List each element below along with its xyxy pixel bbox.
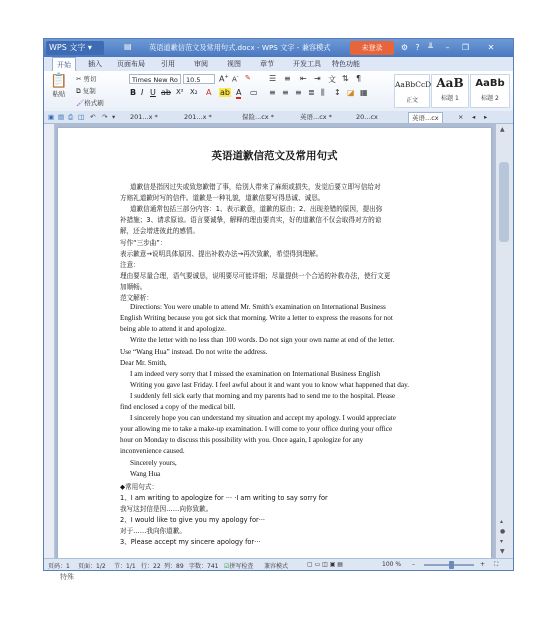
document-line: 道歉信是指因过失或致您歉错了事，给别人带来了麻烦或损失，发觉后要立即写信给对 (130, 183, 381, 191)
document-line: English Writing because you got sick that morning. Write a letter to express the reasons for not (120, 314, 393, 323)
close-tab-icon[interactable]: × (458, 113, 464, 121)
tab-special-features[interactable]: 特色功能 (332, 60, 360, 68)
select-browse-icon[interactable]: ● (500, 528, 506, 535)
cut-label: 剪切 (83, 75, 97, 83)
copy-icon: ⧉ (76, 87, 81, 95)
status-pages: 页面：1/2 (78, 563, 106, 570)
brush-icon: 🖌 (76, 99, 85, 107)
close-icon[interactable]: ✕ (487, 43, 495, 52)
document-line: 范文解析： (120, 294, 153, 302)
restore-icon[interactable]: ❐ (461, 43, 470, 52)
line-spacing-icon[interactable]: ↕ (334, 88, 341, 97)
document-tabs (44, 111, 513, 124)
document-line: 3、Please accept my sincere apology for··· (120, 538, 261, 547)
document-line: 解，还会增进彼此的感情。 (120, 227, 200, 236)
align-right-icon[interactable]: ≡ (295, 88, 302, 97)
font-name-combo[interactable]: Times New Ro (129, 74, 181, 84)
show-marks-icon[interactable]: ¶ (356, 74, 362, 83)
document-line: Directions: You were unable to attend Mr. Smith's examination on International Business (130, 303, 386, 312)
document-line: ◆常用句式： (120, 482, 159, 491)
zoom-in-icon[interactable]: + (480, 561, 486, 568)
document-line: find enclosed a copy of the medical bill. (120, 403, 236, 411)
zoom-slider-knob[interactable] (449, 561, 454, 569)
paste-button[interactable] (48, 73, 70, 98)
quick-save-icon[interactable]: ▣ (48, 113, 55, 121)
document-line: Use “Wang Hua” instead. Do not write the address. (120, 347, 268, 356)
italic-icon[interactable]: I (141, 88, 144, 97)
status-words: 字数：741 (189, 563, 219, 570)
document-line: 方赔礼道歉时写的信件。道歉是一种礼貌，道歉信要写得恳诚、诚恳。 (120, 194, 325, 203)
style-heading-1[interactable] (431, 74, 469, 108)
scrollbar-thumb[interactable] (499, 162, 509, 242)
status-bar (44, 558, 513, 571)
document-line: hour on Monday to discuss this possibility with you. Once again, I apologize for any (120, 436, 364, 445)
style-normal[interactable] (394, 74, 430, 108)
open-icon[interactable]: ▤ (58, 113, 65, 121)
document-line: 注意： (120, 260, 140, 269)
doc-tab-2[interactable]: 201...x * (184, 113, 212, 121)
minimize-icon[interactable]: – (445, 43, 450, 52)
ribbon (44, 71, 513, 112)
document-line: I sincerely hope you can understand my situation and accept my apology. I would appreciate (130, 414, 396, 423)
document-line: 补措施；3、请求原谅。语言要诚挚，解释的理由要真实，好的道歉信不仅会取得对方的谅 (120, 216, 382, 225)
undo-icon[interactable]: ↶ (90, 113, 96, 121)
status-mode: 兼容模式 (264, 563, 289, 570)
doc-tab-6-active[interactable]: 英语...cx (408, 112, 443, 123)
style-heading-2[interactable] (470, 74, 510, 108)
print-icon[interactable]: ⎙ (68, 113, 74, 121)
document-line: 我写这封信是因……向你致歉。 (120, 504, 213, 513)
char-border-icon[interactable]: ▭ (250, 88, 258, 97)
vertical-scrollbar[interactable] (495, 124, 514, 558)
tab-home[interactable]: 开始 (52, 57, 76, 71)
spell-check-toggle[interactable] (224, 561, 253, 570)
bullet-list-icon[interactable]: ☰ (269, 74, 277, 83)
style-heading-1-name: 标题 1 (441, 95, 459, 102)
strikethrough-icon[interactable]: ab (161, 88, 171, 97)
document-line: 1、I am writing to apologize for ··· ·I am writing to say sorry for (120, 493, 328, 502)
document-line: I am indeed very sorry that I missed the examination on International Business English (130, 369, 381, 378)
subscript-icon[interactable]: X₂ (190, 88, 198, 96)
font-size-combo[interactable]: 10.5 (183, 74, 215, 84)
spell-check-label: 拼写检查 (229, 563, 254, 570)
sort-icon[interactable]: ⇅ (342, 74, 349, 83)
preview-icon[interactable]: ◫ (78, 113, 85, 121)
copy-button[interactable] (76, 86, 96, 96)
document-line: 2、I would like to give you my apology for··· (120, 516, 266, 524)
numbered-list-icon[interactable]: ≡ (284, 74, 291, 83)
document-line: 写作“三步曲”： (120, 238, 167, 247)
chinese-layout-icon[interactable]: 文 (328, 75, 336, 84)
shrink-font-icon[interactable]: A- (232, 74, 239, 84)
style-heading-1-sample: AaB (436, 76, 464, 90)
document-line: being able to attend it and apologize. (120, 325, 226, 334)
justify-icon[interactable]: ≣ (308, 88, 315, 97)
document-heading: 英语道歉信范文及常用句式 (211, 150, 338, 162)
style-normal-sample: AaBbCcD (395, 80, 432, 89)
status-page: 页码：1 (48, 563, 70, 570)
tab-view[interactable]: 视图 (227, 60, 241, 68)
document-line: 道歉信通常包括三部分内容：1、表示歉意，道歉的原由；2、出现差错的原因，提出弥 (130, 205, 383, 214)
style-heading-2-sample: AaBb (475, 78, 505, 89)
zoom-out-icon[interactable]: – (412, 561, 415, 568)
status-col: 列：89 (164, 563, 184, 570)
status-zoom: 100 % (382, 561, 402, 568)
doc-tab-3[interactable]: 保险...cx * (242, 113, 274, 121)
document-line: 对于……我向你道歉。 (120, 527, 186, 536)
tab-references[interactable]: 引用 (161, 60, 175, 68)
decrease-indent-icon[interactable]: ⇤ (300, 74, 307, 83)
check-icon: ☑ (224, 563, 230, 570)
app-menu-label: WPS 文字 (49, 43, 86, 52)
document-line: Sincerely yours, (130, 458, 177, 467)
tab-developer[interactable]: 开发工具 (293, 60, 321, 68)
superscript-icon[interactable]: X² (176, 88, 184, 96)
document-title: 英语道歉信范文及常用句式.docx - WPS 文字 - 兼容模式 (149, 43, 331, 52)
vertical-ruler (44, 124, 55, 558)
document-line: 理由要尽量合理，语气要诚恳，说明要尽可能详细；尽量提供一个合适的补救办法，使行文更 (120, 271, 391, 280)
highlight-icon[interactable]: ab (220, 88, 230, 97)
next-page-icon[interactable]: ▾ (500, 538, 504, 545)
document-line: Wang Hua (130, 469, 161, 478)
document-workspace (44, 124, 513, 558)
status-section: 节：1/1 (114, 563, 136, 570)
tab-page-layout[interactable]: 页面布局 (117, 60, 145, 68)
document-icon: ▤ (124, 42, 132, 51)
clear-format-icon[interactable]: ✎ (245, 74, 251, 82)
tab-chapter[interactable]: 章节 (260, 60, 274, 68)
document-line: I suddenly fell sick early that morning and my parents had to send me to the hospital. Please (130, 391, 396, 400)
gear-icon[interactable]: ⚙ (400, 43, 409, 52)
help-icon[interactable]: ? (415, 43, 420, 52)
background-text: 特殊 (60, 573, 74, 581)
align-center-icon[interactable]: ≡ (282, 88, 289, 97)
shading-icon[interactable]: ◪ (347, 88, 355, 97)
scissors-icon: ✂ (76, 75, 82, 83)
cut-button[interactable] (76, 74, 97, 83)
distributed-align-icon[interactable]: ⫼ (321, 88, 325, 97)
app-menu-button[interactable]: WPS 文字 ▾ (46, 41, 104, 55)
doc-tab-4[interactable]: 英语...cx * (300, 113, 332, 121)
underline-icon[interactable]: U (150, 88, 156, 97)
format-painter-label: 格式刷 (84, 99, 104, 107)
style-normal-name: 正文 (405, 97, 418, 104)
document-line: Writing you gave last Friday. I feel awful about it and want you to know what happened that day. (130, 380, 410, 389)
grow-font-icon[interactable]: A+ (219, 74, 229, 84)
align-left-icon[interactable]: ≡ (269, 88, 276, 97)
wps-window (43, 38, 514, 571)
document-line: your allowing me to take a make-up examination. I will come to your office during your office (120, 425, 393, 434)
doc-tab-5[interactable]: 20...cx (356, 113, 378, 121)
title-bar (44, 39, 513, 57)
customize-toolbar-icon[interactable]: ▾ (112, 113, 116, 121)
document-line: Dear Mr. Smith, (120, 358, 167, 367)
document-line: 加顺畅。 (120, 282, 147, 291)
prev-page-icon[interactable]: ▴ (500, 518, 504, 525)
document-line: Write the letter with no less than 100 words. Do not sign your own name at end of the letter. (130, 336, 395, 345)
document-page[interactable] (58, 128, 491, 558)
paste-icon: 📋 (50, 73, 68, 89)
font-effect-icon[interactable]: A (206, 88, 212, 97)
pin-icon[interactable]: ╨ (428, 43, 433, 52)
tab-scroll-left-icon[interactable]: ◂ (472, 113, 476, 121)
paste-label: 粘贴 (52, 90, 66, 98)
font-color-icon[interactable]: A (236, 88, 242, 97)
status-row: 行：22 (141, 563, 161, 570)
redo-icon[interactable]: ↷ (102, 113, 108, 121)
style-heading-2-name: 标题 2 (481, 95, 499, 102)
borders-icon[interactable]: ▦ (360, 88, 368, 97)
document-line: 表示歉意→说明具体原因、提出补救办法→再次致歉，希望得到理解。 (120, 249, 323, 258)
menu-bar (44, 57, 513, 71)
format-painter-button[interactable] (76, 98, 104, 107)
fit-window-icon[interactable]: ⛶ (494, 561, 499, 568)
tab-insert[interactable]: 插入 (88, 60, 102, 68)
doc-tab-1[interactable]: 201...x * (130, 113, 158, 121)
bold-icon[interactable]: B (130, 88, 137, 97)
scroll-up-icon[interactable]: ▲ (500, 126, 505, 133)
tab-scroll-right-icon[interactable]: ▸ (484, 113, 488, 121)
tab-review[interactable]: 审阅 (194, 60, 208, 68)
scroll-down-icon[interactable]: ▼ (500, 548, 505, 555)
increase-indent-icon[interactable]: ⇥ (314, 74, 321, 83)
login-button[interactable]: 未登录 (350, 41, 394, 55)
document-line: inconvenience caused. (120, 447, 185, 456)
copy-label: 复制 (82, 87, 96, 95)
view-mode-icons[interactable]: ▢ ▭ ◫ ▣ ▤ (307, 561, 343, 568)
